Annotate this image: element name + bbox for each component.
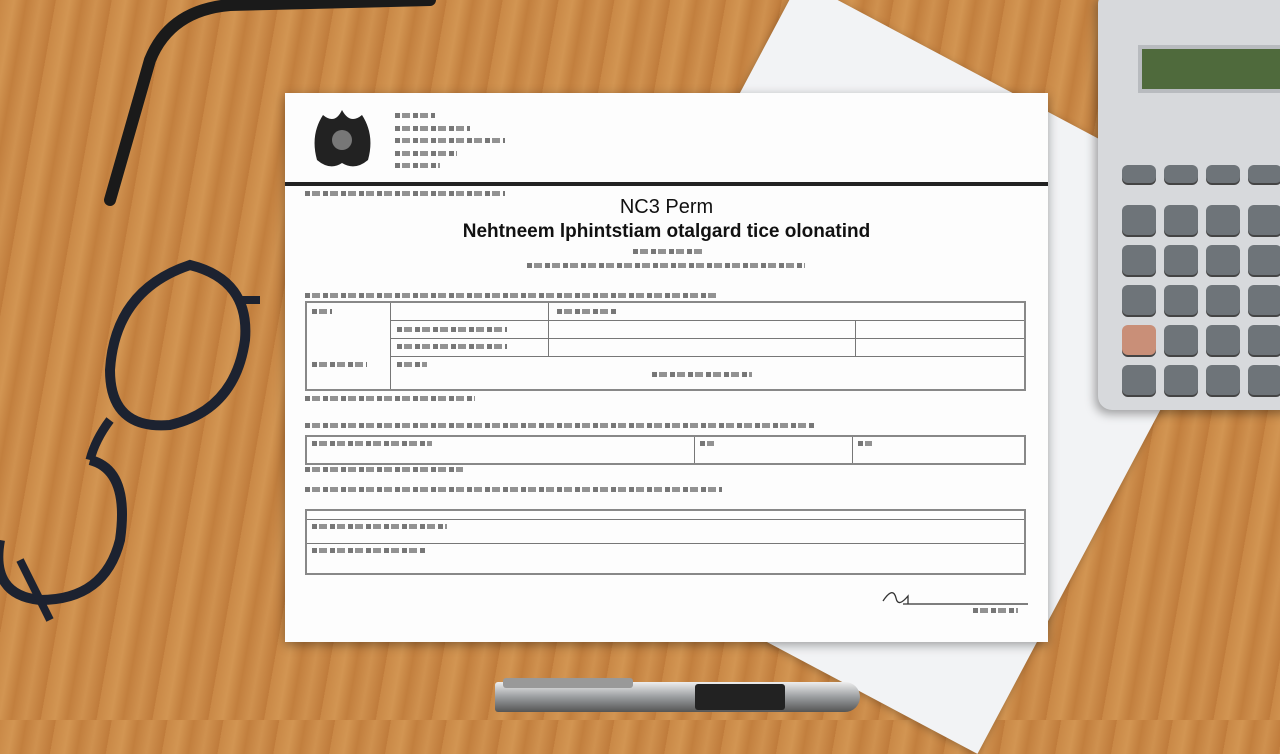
header-rule: [285, 182, 1048, 186]
coat-of-arms-logo: [305, 105, 380, 173]
form-text-line: [973, 608, 1018, 613]
form-text-line: [858, 441, 872, 446]
calculator-key: [1164, 365, 1198, 395]
form-text-line: [390, 356, 1024, 357]
calculator-key: [1164, 245, 1198, 275]
form-text-line: [397, 362, 427, 367]
details-table: [305, 301, 1026, 391]
calculator-key: [1206, 245, 1240, 275]
form-text-line: [390, 320, 1024, 321]
form-text-line: [852, 437, 853, 463]
form-text-line: [305, 293, 718, 298]
form-text-line: [307, 519, 1024, 520]
form-text-line: [312, 441, 432, 446]
calculator-key: [1248, 365, 1280, 395]
calculator-key: [1122, 245, 1156, 275]
form-text-line: [312, 524, 447, 529]
calculator-key: [1206, 325, 1240, 355]
calculator-key: [1164, 205, 1198, 235]
calculator-key: [1122, 365, 1156, 395]
form-text-line: [395, 126, 470, 131]
form-title: NC3 Perm: [619, 196, 714, 218]
form-text-line: [694, 437, 695, 463]
calculator-key: [1122, 205, 1156, 235]
form-text-line: [700, 441, 714, 446]
form-text-line: [307, 543, 1024, 544]
form-text-line: [395, 113, 435, 118]
signature-date-table: [305, 435, 1026, 465]
calculator-key: [1122, 325, 1156, 355]
form-document: [285, 93, 1048, 642]
form-text-line: [395, 138, 505, 143]
calculator-key: [1206, 165, 1240, 183]
form-text-line: [395, 163, 440, 168]
calculator-key: [1248, 245, 1280, 275]
calculator-screen: [1138, 45, 1280, 93]
calculator-key: [1248, 165, 1280, 183]
form-text-line: [305, 487, 722, 492]
pen: [495, 682, 860, 712]
calculator-key: [1164, 285, 1198, 315]
form-text-line: [312, 309, 332, 314]
form-text-line: [312, 362, 367, 367]
form-text-line: [397, 327, 507, 332]
calculator-key: [1164, 325, 1198, 355]
calculator: [1098, 0, 1280, 410]
calculator-key: [1122, 285, 1156, 315]
form-text-line: [390, 303, 391, 389]
calculator-key: [1164, 165, 1198, 183]
form-text-line: [397, 344, 507, 349]
form-subtitle: Nehtneem lphintstiam otalgard tice olonatind: [462, 221, 871, 242]
calculator-key: [1206, 285, 1240, 315]
form-text-line: [855, 320, 856, 356]
form-text-line: [305, 396, 475, 401]
form-text-line: [527, 263, 805, 268]
form-text-line: [390, 338, 1024, 339]
calculator-key: [1248, 325, 1280, 355]
calculator-key: [1206, 365, 1240, 395]
calculator-key: [1248, 205, 1280, 235]
form-text-line: [548, 303, 549, 356]
form-text-line: [557, 309, 617, 314]
form-text-line: [652, 372, 752, 377]
form-text-line: [305, 423, 815, 428]
form-text-line: [305, 467, 463, 472]
form-text-line: [633, 249, 705, 254]
calculator-key: [1248, 285, 1280, 315]
form-text-line: [395, 151, 457, 156]
declaration-table: [305, 509, 1026, 575]
form-text-line: [312, 548, 427, 553]
calculator-key: [1206, 205, 1240, 235]
calculator-key: [1122, 165, 1156, 183]
